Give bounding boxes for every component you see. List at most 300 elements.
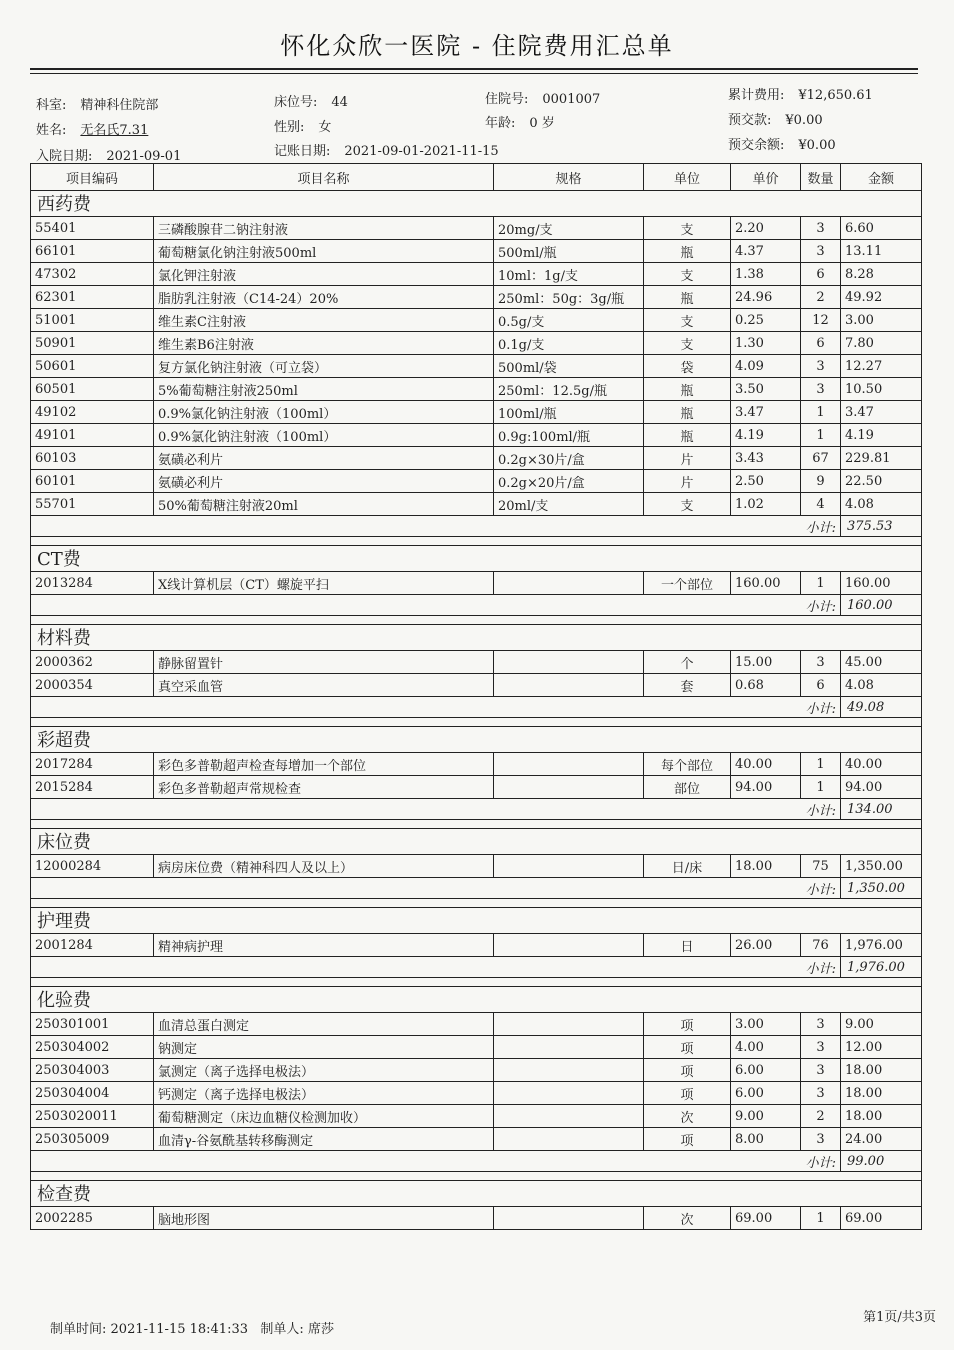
item-code: 2503020011 — [31, 1105, 154, 1127]
item-name: 氨磺必利片 — [154, 470, 494, 492]
item-unit: 支 — [644, 217, 731, 239]
item-price: 4.37 — [731, 240, 801, 262]
item-amount: 24.00 — [845, 1131, 883, 1147]
item-spec: 0.5g/支 — [494, 309, 644, 331]
section-gap — [31, 718, 921, 727]
section-gap — [31, 820, 921, 829]
total-cost-value: ¥12,650.61 — [798, 88, 873, 103]
item-qty: 3 — [801, 217, 841, 239]
item-spec — [494, 674, 644, 696]
item-price: 3.43 — [731, 447, 801, 469]
item-code: 250304003 — [31, 1059, 154, 1081]
item-amount: 69.00 — [845, 1210, 883, 1226]
item-qty: 3 — [801, 1128, 841, 1150]
section-title: 西药费 — [31, 191, 921, 217]
section-gap — [31, 978, 921, 987]
item-spec: 0.1g/支 — [494, 332, 644, 354]
item-code: 2017284 — [31, 753, 154, 775]
balance-field — [728, 134, 836, 153]
table-row — [31, 855, 921, 878]
name-field — [36, 119, 148, 138]
item-price: 26.00 — [731, 934, 801, 956]
item-price: 15.00 — [731, 651, 801, 673]
item-qty: 1 — [801, 401, 841, 423]
item-code: 60501 — [31, 378, 154, 400]
admit-date-value: 2021-09-01 — [106, 149, 182, 164]
table-row — [31, 240, 921, 263]
col-code: 项目编码 — [31, 164, 154, 190]
item-amount: 9.00 — [845, 1016, 874, 1032]
item-amount: 13.11 — [845, 243, 883, 259]
item-qty: 6 — [801, 263, 841, 285]
item-amount: 229.81 — [845, 450, 891, 466]
item-spec — [494, 776, 644, 798]
table-row — [31, 753, 921, 776]
item-spec — [494, 1207, 644, 1229]
item-name: 维生素B6注射液 — [154, 332, 494, 354]
subtotal-value: 160.00 — [847, 597, 893, 613]
item-unit: 支 — [644, 263, 731, 285]
item-code: 47302 — [31, 263, 154, 285]
item-amount: 160.00 — [845, 575, 891, 591]
item-name: 葡萄糖氯化钠注射液500ml — [154, 240, 494, 262]
item-price: 40.00 — [731, 753, 801, 775]
item-unit: 片 — [644, 447, 731, 469]
item-qty: 1 — [801, 424, 841, 446]
item-name: 复方氯化钠注射液（可立袋） — [154, 355, 494, 377]
item-qty: 4 — [801, 493, 841, 515]
table-row — [31, 651, 921, 674]
sex-field — [274, 116, 331, 135]
subtotal-row — [31, 957, 921, 978]
subtotal-label: 小计: — [801, 697, 841, 717]
item-spec — [494, 1105, 644, 1127]
item-unit: 项 — [644, 1013, 731, 1035]
item-name: 真空采血管 — [154, 674, 494, 696]
age-field — [485, 112, 555, 131]
item-unit: 每个部位 — [644, 753, 731, 775]
item-name: 脂肪乳注射液（C14-24）20% — [154, 286, 494, 308]
item-qty: 3 — [801, 1082, 841, 1104]
item-name: 5%葡萄糖注射液250ml — [154, 378, 494, 400]
table-row — [31, 1013, 921, 1036]
item-unit: 部位 — [644, 776, 731, 798]
item-code: 66101 — [31, 240, 154, 262]
item-unit: 次 — [644, 1105, 731, 1127]
item-price: 2.50 — [731, 470, 801, 492]
col-price: 单价 — [731, 164, 801, 190]
item-unit: 一个部位 — [644, 572, 731, 594]
item-qty: 3 — [801, 378, 841, 400]
item-spec — [494, 1036, 644, 1058]
inpatient-no-field — [485, 88, 600, 107]
item-amount: 18.00 — [845, 1062, 883, 1078]
dept-label: 科室: — [36, 98, 67, 113]
table-row — [31, 332, 921, 355]
item-price: 160.00 — [731, 572, 801, 594]
subtotal-row — [31, 878, 921, 899]
item-price: 4.09 — [731, 355, 801, 377]
table-row — [31, 572, 921, 595]
item-amount: 45.00 — [845, 654, 883, 670]
item-qty: 75 — [801, 855, 841, 877]
item-qty: 3 — [801, 1036, 841, 1058]
item-name: 氨磺必利片 — [154, 447, 494, 469]
item-price: 24.96 — [731, 286, 801, 308]
table-header — [31, 164, 921, 191]
print-time: 2021-11-15 18:41:33 — [110, 1322, 249, 1337]
item-name: X线计算机层（CT）螺旋平扫 — [154, 572, 494, 594]
subtotal-value: 1,350.00 — [847, 880, 905, 896]
item-name: 氯化钾注射液 — [154, 263, 494, 285]
item-amount: 4.08 — [845, 677, 874, 693]
table-row — [31, 674, 921, 697]
subtotal-row — [31, 799, 921, 820]
title-rule-thin — [30, 73, 918, 74]
subtotal-label: 小计: — [801, 1151, 841, 1171]
item-price: 18.00 — [731, 855, 801, 877]
item-amount: 10.50 — [845, 381, 883, 397]
item-unit: 项 — [644, 1059, 731, 1081]
item-code: 51001 — [31, 309, 154, 331]
item-amount: 3.00 — [845, 312, 874, 328]
bill-date-label: 记账日期: — [274, 144, 331, 159]
item-price: 69.00 — [731, 1207, 801, 1229]
item-amount: 1,976.00 — [845, 937, 903, 953]
item-qty: 3 — [801, 240, 841, 262]
item-qty: 2 — [801, 286, 841, 308]
item-name: 血清总蛋白测定 — [154, 1013, 494, 1035]
item-code: 250304004 — [31, 1082, 154, 1104]
item-code: 55701 — [31, 493, 154, 515]
item-qty: 3 — [801, 355, 841, 377]
subtotal-value: 134.00 — [847, 801, 893, 817]
item-name: 葡萄糖测定（床边血糖仪检测加收） — [154, 1105, 494, 1127]
fee-table — [30, 163, 922, 1230]
table-row — [31, 1082, 921, 1105]
item-unit: 支 — [644, 309, 731, 331]
table-row — [31, 355, 921, 378]
item-qty: 6 — [801, 674, 841, 696]
item-unit: 片 — [644, 470, 731, 492]
item-price: 2.20 — [731, 217, 801, 239]
table-row — [31, 286, 921, 309]
item-name: 静脉留置针 — [154, 651, 494, 673]
item-qty: 1 — [801, 753, 841, 775]
item-spec — [494, 934, 644, 956]
item-price: 9.00 — [731, 1105, 801, 1127]
item-spec — [494, 1082, 644, 1104]
item-spec — [494, 1128, 644, 1150]
subtotal-value: 1,976.00 — [847, 959, 905, 975]
item-code: 250301001 — [31, 1013, 154, 1035]
table-row — [31, 447, 921, 470]
item-code: 62301 — [31, 286, 154, 308]
section-gap — [31, 1172, 921, 1181]
item-spec — [494, 855, 644, 877]
item-code: 50601 — [31, 355, 154, 377]
item-code: 2000354 — [31, 674, 154, 696]
sex-value: 女 — [318, 120, 332, 135]
item-price: 94.00 — [731, 776, 801, 798]
age-value: 0 岁 — [529, 116, 555, 131]
item-qty: 9 — [801, 470, 841, 492]
item-name: 精神病护理 — [154, 934, 494, 956]
subtotal-row — [31, 516, 921, 537]
table-row — [31, 776, 921, 799]
inpatient-no-value: 0001007 — [542, 92, 601, 107]
table-row — [31, 309, 921, 332]
item-unit: 次 — [644, 1207, 731, 1229]
item-price: 1.38 — [731, 263, 801, 285]
bed-value: 44 — [331, 95, 348, 110]
item-name: 0.9%氯化钠注射液（100ml） — [154, 401, 494, 423]
age-label: 年龄: — [485, 116, 516, 131]
item-unit: 套 — [644, 674, 731, 696]
table-row — [31, 401, 921, 424]
inpatient-no-label: 住院号: — [485, 92, 529, 107]
section-title: 材料费 — [31, 625, 921, 651]
item-unit: 瓶 — [644, 378, 731, 400]
item-qty: 1 — [801, 572, 841, 594]
item-code: 49102 — [31, 401, 154, 423]
table-row — [31, 217, 921, 240]
item-qty: 67 — [801, 447, 841, 469]
item-amount: 4.19 — [845, 427, 874, 443]
name-value: 无名氏7.31 — [80, 123, 149, 138]
item-unit: 个 — [644, 651, 731, 673]
item-qty: 12 — [801, 309, 841, 331]
item-amount: 12.00 — [845, 1039, 883, 1055]
total-cost-field — [728, 84, 873, 103]
subtotal-label: 小计: — [801, 878, 841, 898]
item-spec: 500ml/袋 — [494, 355, 644, 377]
item-code: 2002285 — [31, 1207, 154, 1229]
item-name: 钠测定 — [154, 1036, 494, 1058]
item-name: 彩色多普勒超声常规检查 — [154, 776, 494, 798]
table-row — [31, 1059, 921, 1082]
subtotal-value: 99.00 — [847, 1153, 885, 1169]
item-unit: 瓶 — [644, 286, 731, 308]
item-spec: 20ml/支 — [494, 493, 644, 515]
maker-label: 制单人: — [260, 1322, 304, 1337]
item-price: 8.00 — [731, 1128, 801, 1150]
section-title: 护理费 — [31, 908, 921, 934]
item-code: 2013284 — [31, 572, 154, 594]
item-amount: 18.00 — [845, 1108, 883, 1124]
admit-date-field — [36, 145, 181, 164]
prepay-field — [728, 109, 823, 128]
subtotal-label: 小计: — [801, 799, 841, 819]
item-spec: 0.9g:100ml/瓶 — [494, 424, 644, 446]
item-price: 6.00 — [731, 1059, 801, 1081]
item-price: 0.25 — [731, 309, 801, 331]
prepay-label: 预交款: — [728, 113, 772, 128]
item-unit: 日/床 — [644, 855, 731, 877]
section-gap — [31, 616, 921, 625]
table-row — [31, 934, 921, 957]
item-price: 3.00 — [731, 1013, 801, 1035]
bill-date-value: 2021-09-01-2021-11-15 — [344, 144, 499, 159]
footer — [50, 1318, 334, 1337]
item-amount: 4.08 — [845, 496, 874, 512]
item-qty: 1 — [801, 776, 841, 798]
subtotal-label: 小计: — [801, 957, 841, 977]
item-spec — [494, 572, 644, 594]
item-qty: 1 — [801, 1207, 841, 1229]
table-row — [31, 1128, 921, 1151]
item-unit: 袋 — [644, 355, 731, 377]
item-spec — [494, 651, 644, 673]
table-row — [31, 1036, 921, 1059]
table-row — [31, 424, 921, 447]
subtotal-row — [31, 595, 921, 616]
item-amount: 22.50 — [845, 473, 883, 489]
item-code: 250305009 — [31, 1128, 154, 1150]
item-qty: 3 — [801, 1013, 841, 1035]
item-amount: 6.60 — [845, 220, 874, 236]
page-number: 第1页/共3页 — [863, 1310, 936, 1325]
table-row — [31, 493, 921, 516]
item-code: 2001284 — [31, 934, 154, 956]
col-spec: 规格 — [494, 164, 644, 190]
item-name: 脑地形图 — [154, 1207, 494, 1229]
item-name: 病房床位费（精神科四人及以上） — [154, 855, 494, 877]
item-qty: 6 — [801, 332, 841, 354]
item-spec: 250ml：50g：3g/瓶 — [494, 286, 644, 308]
item-name: 维生素C注射液 — [154, 309, 494, 331]
item-spec: 100ml/瓶 — [494, 401, 644, 423]
item-unit: 支 — [644, 332, 731, 354]
subtotal-value: 49.08 — [847, 699, 885, 715]
subtotal-row — [31, 697, 921, 718]
item-name: 三磷酸腺苷二钠注射液 — [154, 217, 494, 239]
balance-value: ¥0.00 — [798, 138, 836, 153]
item-amount: 7.80 — [845, 335, 874, 351]
table-row — [31, 470, 921, 493]
item-code: 49101 — [31, 424, 154, 446]
item-unit: 项 — [644, 1036, 731, 1058]
item-unit: 项 — [644, 1082, 731, 1104]
item-spec — [494, 1013, 644, 1035]
item-amount: 40.00 — [845, 756, 883, 772]
name-label: 姓名: — [36, 123, 67, 138]
bed-field — [274, 91, 348, 110]
subtotal-label: 小计: — [801, 595, 841, 615]
prepay-value: ¥0.00 — [785, 113, 823, 128]
item-name: 50%葡萄糖注射液20ml — [154, 493, 494, 515]
print-time-label: 制单时间: — [50, 1322, 107, 1337]
item-amount: 12.27 — [845, 358, 883, 374]
item-spec — [494, 753, 644, 775]
item-qty: 3 — [801, 1059, 841, 1081]
section-title: CT费 — [31, 546, 921, 572]
table-row — [31, 1207, 921, 1230]
item-qty: 2 — [801, 1105, 841, 1127]
admit-date-label: 入院日期: — [36, 149, 93, 164]
section-title: 彩超费 — [31, 727, 921, 753]
col-qty: 数量 — [801, 164, 841, 190]
table-row — [31, 1105, 921, 1128]
item-spec — [494, 1059, 644, 1081]
total-cost-label: 累计费用: — [728, 88, 785, 103]
maker: 席莎 — [307, 1322, 334, 1337]
item-price: 0.68 — [731, 674, 801, 696]
subtotal-label: 小计: — [801, 516, 841, 536]
section-gap — [31, 537, 921, 546]
item-spec: 0.2g×20片/盒 — [494, 470, 644, 492]
section-title: 床位费 — [31, 829, 921, 855]
item-price: 4.19 — [731, 424, 801, 446]
item-spec: 500ml/瓶 — [494, 240, 644, 262]
document-title: 怀化众欣一医院 - 住院费用汇总单 — [280, 32, 674, 60]
item-name: 彩色多普勒超声检查每增加一个部位 — [154, 753, 494, 775]
item-amount: 1,350.00 — [845, 858, 903, 874]
table-row — [31, 378, 921, 401]
bill-date-field — [274, 140, 499, 159]
item-unit: 支 — [644, 493, 731, 515]
balance-label: 预交余额: — [728, 138, 785, 153]
item-code: 60101 — [31, 470, 154, 492]
item-qty: 3 — [801, 651, 841, 673]
dept-field — [36, 94, 158, 113]
item-unit: 项 — [644, 1128, 731, 1150]
subtotal-value: 375.53 — [847, 518, 893, 534]
dept-value: 精神科住院部 — [80, 98, 159, 113]
item-amount: 18.00 — [845, 1085, 883, 1101]
sex-label: 性别: — [274, 120, 305, 135]
item-unit: 瓶 — [644, 401, 731, 423]
bed-label: 床位号: — [274, 95, 318, 110]
section-title: 检查费 — [31, 1181, 921, 1207]
item-unit: 瓶 — [644, 240, 731, 262]
item-code: 55401 — [31, 217, 154, 239]
item-spec: 250ml：12.5g/瓶 — [494, 378, 644, 400]
section-title: 化验费 — [31, 987, 921, 1013]
item-code: 50901 — [31, 332, 154, 354]
title-rule — [30, 68, 918, 70]
item-price: 4.00 — [731, 1036, 801, 1058]
item-name: 0.9%氯化钠注射液（100ml） — [154, 424, 494, 446]
table-row — [31, 263, 921, 286]
section-gap — [31, 899, 921, 908]
item-amount: 94.00 — [845, 779, 883, 795]
item-price: 3.50 — [731, 378, 801, 400]
item-price: 1.02 — [731, 493, 801, 515]
item-amount: 8.28 — [845, 266, 874, 282]
item-spec: 20mg/支 — [494, 217, 644, 239]
item-spec: 0.2g×30片/盒 — [494, 447, 644, 469]
item-code: 2000362 — [31, 651, 154, 673]
col-amount: 金额 — [867, 171, 894, 187]
item-code: 2015284 — [31, 776, 154, 798]
item-unit: 瓶 — [644, 424, 731, 446]
item-price: 1.30 — [731, 332, 801, 354]
item-name: 血清γ-谷氨酰基转移酶测定 — [154, 1128, 494, 1150]
item-qty: 76 — [801, 934, 841, 956]
item-code: 250304002 — [31, 1036, 154, 1058]
item-name: 钙测定（离子选择电极法） — [154, 1082, 494, 1104]
item-code: 60103 — [31, 447, 154, 469]
col-unit: 单位 — [644, 164, 731, 190]
subtotal-row — [31, 1151, 921, 1172]
item-code: 12000284 — [31, 855, 154, 877]
item-price: 6.00 — [731, 1082, 801, 1104]
item-unit: 日 — [644, 934, 731, 956]
item-price: 3.47 — [731, 401, 801, 423]
item-spec: 10ml：1g/支 — [494, 263, 644, 285]
item-amount: 3.47 — [845, 404, 874, 420]
